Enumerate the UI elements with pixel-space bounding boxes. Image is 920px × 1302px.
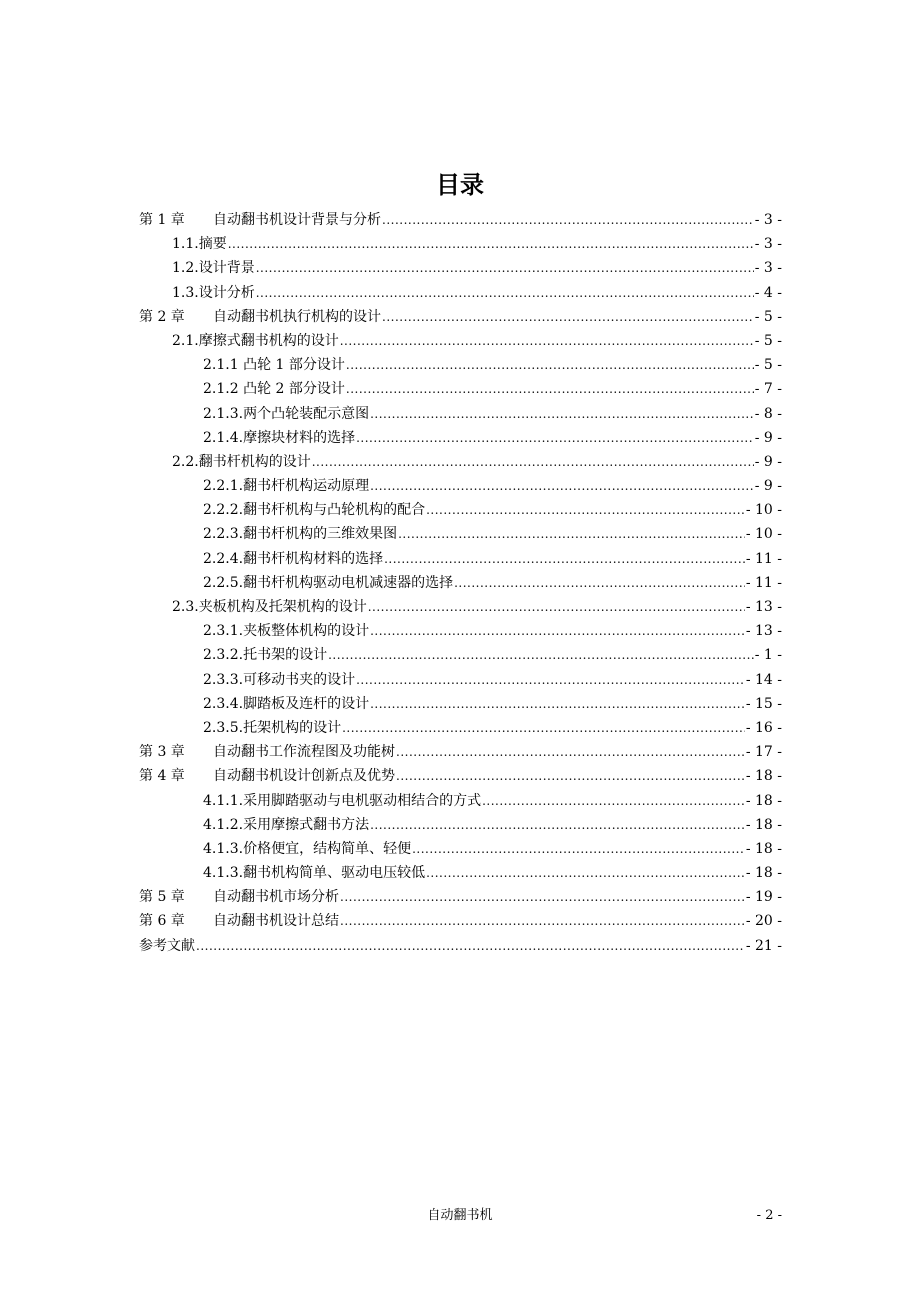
toc-leader-dots xyxy=(356,668,745,692)
toc-entry-title: 2.1.1 凸轮 1 部分设计 xyxy=(203,357,345,374)
toc-leader-dots xyxy=(370,402,754,426)
toc-entry-title: 2.2.4.翻书杆机构材料的选择 xyxy=(203,550,384,567)
toc-entry-title: 1.2.设计背景 xyxy=(172,260,255,277)
toc-leader-dots xyxy=(426,498,745,522)
toc-leader-dots xyxy=(482,789,745,813)
toc-leader-dots xyxy=(370,474,754,498)
toc-leader-dots xyxy=(398,522,745,546)
toc-page-number: - 19 - xyxy=(745,889,782,906)
toc-leader-dots xyxy=(340,885,745,909)
toc-page-number: - 11 - xyxy=(745,550,782,567)
toc-page-number: - 11 - xyxy=(745,574,782,591)
toc-page-number: - 10 - xyxy=(745,526,782,543)
toc-entry-title: 自动翻书机设计总结 xyxy=(213,913,339,930)
toc-entry[interactable] xyxy=(139,329,782,353)
toc-page-number: - 18 - xyxy=(745,865,782,882)
toc-page-number: - 7 - xyxy=(754,381,782,398)
toc-entry[interactable] xyxy=(139,450,782,474)
toc-entry[interactable] xyxy=(139,885,782,909)
toc-entry[interactable] xyxy=(139,281,782,305)
toc-entry-title: 2.3.2.托书架的设计 xyxy=(203,647,328,664)
toc-entry-title: 4.1.3.价格便宜，结构简单、轻便 xyxy=(203,840,412,857)
toc-page-number: - 17 - xyxy=(745,744,782,761)
toc-leader-dots xyxy=(412,837,745,861)
toc-leader-dots xyxy=(340,909,745,933)
toc-page-number: - 3 - xyxy=(754,260,782,277)
toc-leader-dots xyxy=(384,547,745,571)
toc-chapter-label: 第 5 章 xyxy=(139,889,185,906)
toc-page-number: - 14 - xyxy=(745,671,782,688)
toc-entry[interactable] xyxy=(139,692,782,716)
toc-entry[interactable] xyxy=(139,522,782,546)
toc-leader-dots xyxy=(346,377,754,401)
toc-page-number: - 5 - xyxy=(754,332,782,349)
toc-entry[interactable] xyxy=(139,861,782,885)
toc-entry-title: 自动翻书机设计创新点及优势 xyxy=(213,768,395,785)
toc-entry[interactable] xyxy=(139,256,782,280)
toc-leader-dots xyxy=(382,208,754,232)
page-title: 目录 xyxy=(436,171,484,199)
toc-entry[interactable] xyxy=(139,353,782,377)
toc-page-number: - 9 - xyxy=(754,453,782,470)
toc-entry[interactable] xyxy=(139,377,782,401)
toc-entry-title: 2.2.2.翻书杆机构与凸轮机构的配合 xyxy=(203,502,426,519)
toc-leader-dots xyxy=(256,256,754,280)
toc-leader-dots xyxy=(370,813,745,837)
toc-leader-dots xyxy=(340,329,754,353)
toc-page-number: - 8 - xyxy=(754,405,782,422)
toc-leader-dots xyxy=(228,232,754,256)
toc-chapter-label: 第 2 章 xyxy=(139,308,185,325)
toc-chapter-label: 第 6 章 xyxy=(139,913,185,930)
toc-entry-title: 2.2.翻书杆机构的设计 xyxy=(172,453,311,470)
toc-page-number: - 15 - xyxy=(745,695,782,712)
toc-entry[interactable] xyxy=(139,668,782,692)
footer-page-number: - 2 - xyxy=(756,1208,782,1223)
toc-leader-dots xyxy=(396,740,745,764)
toc-entry[interactable] xyxy=(139,305,782,329)
toc-entry[interactable] xyxy=(139,232,782,256)
toc-entry-title: 2.1.摩擦式翻书机构的设计 xyxy=(172,332,339,349)
toc-page-number: - 10 - xyxy=(745,502,782,519)
toc-entry-title: 1.1.摘要 xyxy=(172,236,227,253)
toc-leader-dots xyxy=(256,281,754,305)
toc-page-number: - 18 - xyxy=(745,816,782,833)
toc-entry[interactable] xyxy=(139,571,782,595)
toc-page-number: - 18 - xyxy=(745,840,782,857)
toc-entry[interactable] xyxy=(139,474,782,498)
toc-page-number: - 3 - xyxy=(754,236,782,253)
toc-entry[interactable] xyxy=(139,837,782,861)
toc-entry[interactable] xyxy=(139,595,782,619)
toc-leader-dots xyxy=(356,426,754,450)
toc-entry[interactable] xyxy=(139,764,782,788)
toc-page-number: - 20 - xyxy=(745,913,782,930)
toc-entry[interactable] xyxy=(139,740,782,764)
toc-leader-dots xyxy=(382,305,754,329)
toc-leader-dots xyxy=(396,764,745,788)
toc-entry-title: 2.1.2 凸轮 2 部分设计 xyxy=(203,381,345,398)
toc-entry[interactable] xyxy=(139,426,782,450)
toc-entry-title: 2.1.4.摩擦块材料的选择 xyxy=(203,429,356,446)
toc-leader-dots xyxy=(454,571,745,595)
toc-page-number: - 9 - xyxy=(754,478,782,495)
toc-entry-title: 1.3.设计分析 xyxy=(172,284,255,301)
toc-entry[interactable] xyxy=(139,789,782,813)
toc-page-number: - 18 - xyxy=(745,768,782,785)
toc-page-number: - 4 - xyxy=(754,284,782,301)
toc-page-number: - 1 - xyxy=(754,647,782,664)
toc-leader-dots xyxy=(312,450,754,474)
toc-page-number: - 9 - xyxy=(754,429,782,446)
toc-entry-title: 2.1.3.两个凸轮装配示意图 xyxy=(203,405,370,422)
toc-leader-dots xyxy=(368,595,745,619)
toc-entry-title: 2.2.3.翻书杆机构的三维效果图 xyxy=(203,526,398,543)
toc-entry[interactable] xyxy=(139,909,782,933)
toc-leader-dots xyxy=(342,716,745,740)
toc-leader-dots xyxy=(346,353,754,377)
toc-page-number: - 5 - xyxy=(754,357,782,374)
toc-entry[interactable] xyxy=(139,813,782,837)
toc-entry-title: 2.3.夹板机构及托架机构的设计 xyxy=(172,599,367,615)
toc-entry-title: 4.1.3.翻书机构简单、驱动电压较低 xyxy=(203,865,426,882)
toc-entry[interactable] xyxy=(139,619,782,643)
toc-entry[interactable] xyxy=(139,498,782,522)
toc-page-number: - 3 - xyxy=(754,212,782,228)
toc-leader-dots xyxy=(328,643,754,667)
toc-page-number: - 5 - xyxy=(754,308,782,325)
toc-page-number: - 16 - xyxy=(745,719,782,736)
toc-page-number: - 21 - xyxy=(745,937,782,954)
toc-leader-dots xyxy=(426,861,745,885)
toc-chapter-label: 第 4 章 xyxy=(139,768,185,785)
toc-entry-title: 2.3.1.夹板整体机构的设计 xyxy=(203,623,370,640)
toc-entry[interactable] xyxy=(139,208,782,232)
toc-chapter-label: 第 1 章 xyxy=(139,212,185,228)
toc-page-number: - 13 - xyxy=(745,623,782,640)
toc-page-number: - 13 - xyxy=(745,599,782,615)
toc-entry-title: 2.3.4.脚踏板及连杆的设计 xyxy=(203,695,370,712)
toc-entry-title: 自动翻书机执行机构的设计 xyxy=(213,308,381,325)
toc-entry[interactable] xyxy=(139,643,782,667)
footer-title: 自动翻书机 xyxy=(427,1208,493,1223)
toc-page-number: - 18 - xyxy=(745,792,782,809)
toc-entry-title: 2.2.1.翻书杆机构运动原理 xyxy=(203,478,370,495)
toc-entry[interactable] xyxy=(139,716,782,740)
toc-entry-title: 2.3.5.托架机构的设计 xyxy=(203,719,342,736)
toc-entry-title: 自动翻书工作流程图及功能树 xyxy=(213,744,395,761)
toc-entry-title: 2.3.3.可移动书夹的设计 xyxy=(203,671,356,688)
table-of-contents xyxy=(139,208,782,958)
toc-entry[interactable] xyxy=(139,402,782,426)
toc-chapter-label: 第 3 章 xyxy=(139,744,185,761)
toc-leader-dots xyxy=(196,934,745,958)
toc-entry-title: 自动翻书机设计背景与分析 xyxy=(213,212,381,228)
toc-entry-title: 自动翻书机市场分析 xyxy=(213,889,339,906)
toc-entry[interactable] xyxy=(139,934,782,958)
toc-entry-title: 参考文献 xyxy=(139,937,195,954)
toc-entry-title: 4.1.1.采用脚踏驱动与电机驱动相结合的方式 xyxy=(203,792,482,809)
toc-leader-dots xyxy=(370,692,745,716)
toc-entry-title: 2.2.5.翻书杆机构驱动电机减速器的选择 xyxy=(203,574,454,591)
toc-entry[interactable] xyxy=(139,547,782,571)
toc-leader-dots xyxy=(370,619,745,643)
toc-entry-title: 4.1.2.采用摩擦式翻书方法 xyxy=(203,816,370,833)
